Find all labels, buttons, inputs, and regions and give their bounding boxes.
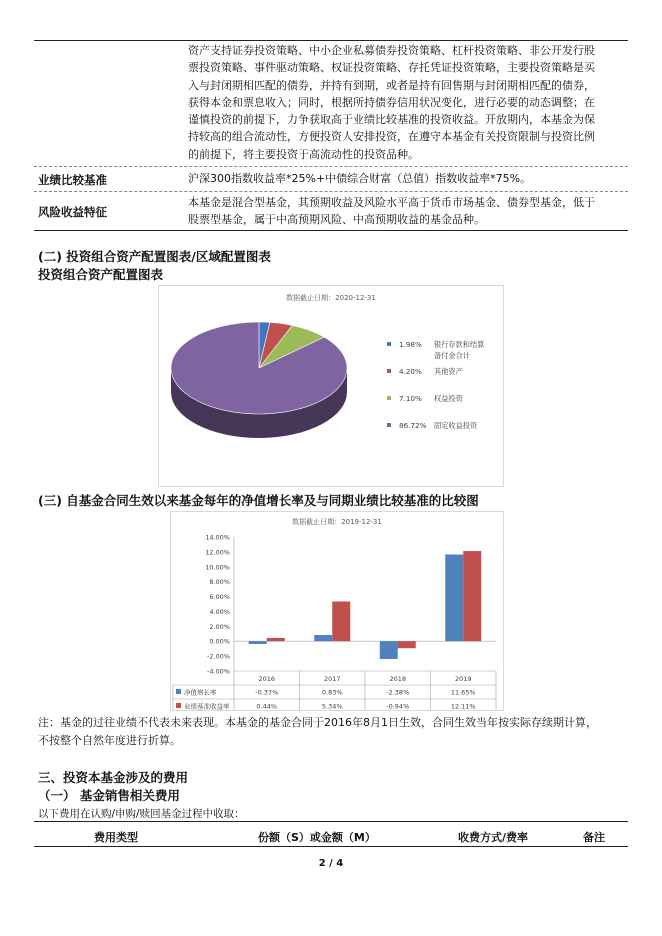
pie-legend-value: 1.98% (399, 340, 422, 349)
data-label: 12.11% (450, 702, 476, 710)
fees-table-header-border (34, 846, 628, 847)
series-legend-swatch (176, 689, 181, 694)
bar-2019-1 (463, 551, 481, 641)
bar-2016-1 (267, 638, 285, 641)
fee-col-type: 费用类型 (94, 831, 138, 844)
pie-chart-title: 数据截止日期：2020-12-31 (286, 294, 376, 302)
section-2-heading: (二) 投资组合资产配置图表/区域配置图表 (38, 249, 271, 264)
y-tick-label: -4.00% (207, 667, 230, 676)
page-number: 2 / 4 (318, 858, 344, 869)
data-label: 0.83% (321, 688, 343, 697)
bar-chart-svg (171, 512, 503, 710)
pie-legend-label: 其他资产 (434, 367, 463, 376)
pie-legend-swatch (387, 423, 391, 427)
y-tick-label: 0.00% (209, 637, 230, 646)
investment-strategy-text (188, 42, 628, 163)
fees-subheading: （一） 基金销售相关费用 (38, 788, 180, 803)
bar-2016-0 (249, 641, 267, 644)
risk-line: 股票型基金，属于中高预期风险、中高预期收益的基金品种。 (188, 213, 485, 226)
benchmark-label: 业绩比较基准 (38, 173, 107, 187)
fees-table-top-border (34, 821, 628, 822)
y-tick-label: 12.00% (205, 548, 230, 557)
table-top-border (34, 40, 628, 41)
pie-legend-label: 银行存款和结算 (434, 340, 485, 349)
series-legend-swatch (176, 703, 181, 708)
note-line: 不按整个自然年度进行折算。 (38, 734, 181, 747)
pie-legend-label: 固定收益投资 (434, 421, 478, 430)
data-label: -0.37% (255, 688, 279, 697)
pie-legend-value: 86.72% (399, 421, 427, 430)
y-tick-label: -2.00% (207, 652, 230, 661)
performance-note (38, 714, 630, 750)
fees-intro: 以下费用在认购/申购/赎回基金过程中收取： (38, 808, 245, 820)
strategy-line: 资产支持证券投资策略、中小企业私募债券投资策略、杠杆投资策略、非公开发行股 (188, 44, 595, 57)
strategy-line: 入与封闭期相匹配的债券，并持有到期，或者是持有回售期与封闭期相匹配的债券， (188, 78, 595, 92)
data-label: 0.44% (256, 702, 278, 710)
bar-2018-0 (380, 641, 398, 659)
bar-2017-0 (314, 635, 332, 641)
pie-slices (171, 322, 347, 414)
strategy-line: 持较高的组合流动性，方便投资人安排投资，在遵守本基金有关投资限制与投资比例 (188, 130, 595, 144)
pie-legend-label: 备付金合计 (434, 351, 470, 360)
data-label: 5.34% (321, 702, 343, 710)
row-divider (34, 191, 628, 192)
section-2-subheading: 投资组合资产配置图表 (38, 267, 164, 282)
data-label: -0.94% (386, 702, 410, 710)
bar-2018-1 (398, 641, 416, 648)
pie-legend-swatch (387, 369, 391, 373)
series-legend-label: 净值增长率 (184, 688, 217, 697)
benchmark-value: 沪深300指数收益率*25%+中债综合财富（总值）指数收益率*75%。 (188, 172, 532, 185)
performance-bar-chart (170, 511, 504, 711)
fees-heading: 三、投资本基金涉及的费用 (38, 770, 189, 785)
note-line: 注：基金的过往业绩不代表未来表现。本基金的基金合同于2016年8月1日生效，合同生效当年按实际存续期计算， (38, 716, 597, 729)
pie-legend-swatch (387, 342, 391, 346)
strategy-line: 获得本金和票息收入；同时，根据所持债券信用状况变化，进行必要的动态调整；在 (188, 95, 595, 109)
y-tick-label: 14.00% (205, 533, 230, 542)
strategy-line: 的前提下，将主要投资于高流动性的投资品种。 (188, 147, 419, 161)
bar-chart-title: 数据截止日期：2019-12-31 (292, 518, 382, 526)
series-legend-label: 业绩基准收益率 (184, 702, 230, 710)
row-divider (34, 166, 628, 167)
pie-legend (387, 340, 484, 430)
risk-label: 风险收益特征 (38, 205, 107, 219)
table-bottom-border (34, 230, 628, 231)
x-tick-label: 2016 (258, 675, 276, 683)
asset-allocation-pie-chart (158, 285, 504, 487)
risk-value (188, 194, 628, 228)
pie-legend-value: 4.20% (399, 367, 422, 376)
y-tick-label: 6.00% (209, 593, 230, 602)
x-tick-label: 2019 (454, 675, 472, 683)
bar-chart-bars (249, 551, 482, 659)
risk-line: 本基金是混合型基金，其预期收益及风险水平高于货币市场基金、债券型基金，低于 (188, 196, 595, 209)
y-tick-label: 4.00% (209, 607, 230, 616)
x-tick-label: 2018 (389, 675, 407, 683)
pie-legend-swatch (387, 396, 391, 400)
x-tick-label: 2017 (323, 675, 341, 683)
data-label: 11.65% (450, 688, 476, 697)
y-tick-label: 10.00% (205, 563, 230, 572)
pie-legend-value: 7.10% (399, 394, 422, 403)
fee-col-rate: 收费方式/费率 (458, 831, 529, 844)
y-tick-label: 2.00% (209, 622, 230, 631)
bar-2017-1 (332, 601, 350, 641)
fee-col-amount: 份额（S）或金额（M） (258, 831, 376, 844)
pie-chart-svg (159, 286, 503, 486)
strategy-line: 谨慎投资的前提下，力争获取高于业绩比较基准的投资收益。开放期内，本基金为保 (188, 113, 595, 127)
data-label: -2.38% (386, 688, 410, 697)
fee-col-notes: 备注 (583, 831, 605, 844)
strategy-line: 票投资策略、事件驱动策略、权证投资策略、存托凭证投资策略，主要投资策略是买 (188, 61, 595, 75)
bar-2019-0 (445, 554, 463, 641)
bar-chart-data-table (173, 671, 496, 710)
section-3-heading: (三) 自基金合同生效以来基金每年的净值增长率及与同期业绩比较基准的比较图 (38, 493, 479, 508)
pie-legend-label: 权益投资 (434, 394, 463, 403)
y-tick-label: 8.00% (209, 578, 230, 587)
